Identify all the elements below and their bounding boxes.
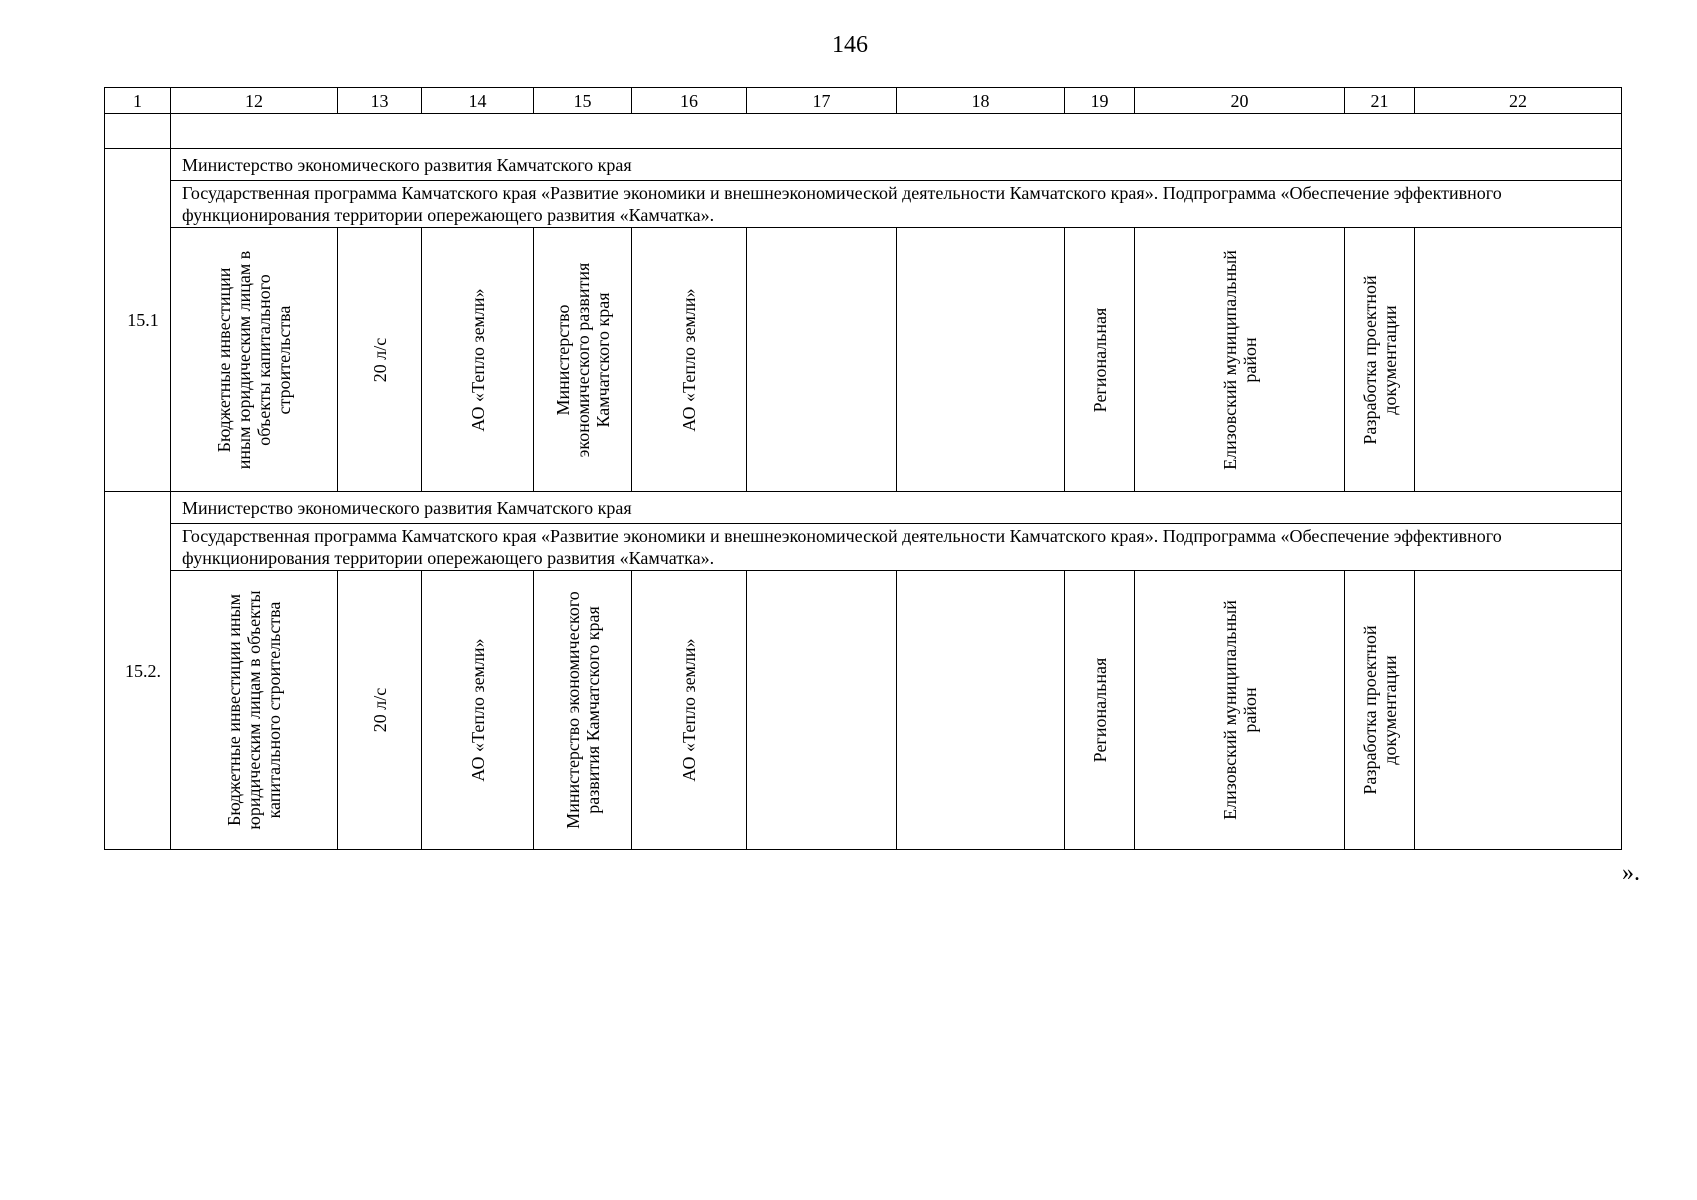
empty-cell <box>1415 571 1622 850</box>
organization-text: АО «Тепло земли» <box>467 287 488 432</box>
recipient-text: АО «Тепло земли» <box>679 287 699 432</box>
significance-cell <box>1065 228 1135 492</box>
data-table <box>104 87 1622 850</box>
column-header: 20 <box>1135 88 1345 114</box>
detail-row <box>105 228 1622 492</box>
capacity-text: 20 л/с <box>369 687 390 733</box>
capacity-cell <box>338 228 422 492</box>
district-text: Елизовский муниципальный район <box>1219 249 1260 470</box>
recipient-text: АО «Тепло земли» <box>679 638 699 782</box>
ministry-cell: Министерство экономического развития Камчатского края <box>171 149 1622 181</box>
district-cell <box>1135 571 1345 850</box>
ministry-vertical-cell <box>534 228 632 492</box>
blank-cell <box>105 114 171 149</box>
row-number: 15.2. <box>105 492 171 850</box>
row-number: 15.1 <box>105 149 171 492</box>
district-cell <box>1135 228 1345 492</box>
column-header: 19 <box>1065 88 1135 114</box>
investment-type-text: Бюджетные инвестиции иным юридическим лицам в объекты капитального строительства <box>224 590 284 830</box>
organization-text: АО «Тепло земли» <box>467 638 488 782</box>
column-header: 21 <box>1345 88 1415 114</box>
column-header: 15 <box>534 88 632 114</box>
investment-type-cell <box>171 571 338 850</box>
recipient-cell <box>632 228 747 492</box>
empty-cell <box>897 571 1065 850</box>
column-header: 16 <box>632 88 747 114</box>
investment-type-cell <box>171 228 338 492</box>
stage-cell <box>1345 228 1415 492</box>
ministry-vertical-text: Министерство экономического развития Камчатского края <box>552 262 613 457</box>
capacity-text: 20 л/с <box>369 337 390 382</box>
organization-cell <box>422 228 534 492</box>
table-row <box>105 492 1622 524</box>
empty-cell <box>1415 228 1622 492</box>
detail-row <box>105 571 1622 850</box>
district-text: Елизовский муниципальный район <box>1219 600 1260 820</box>
blank-cell <box>171 114 1622 149</box>
empty-cell <box>747 571 897 850</box>
program-cell: Государственная программа Камчатского края «Развитие экономики и внешнеэкономической деятельности Камчатского края». Подпрограмма «Обеспечение эффективного функционирования территории опережающего развития «Камчатка». <box>171 524 1622 571</box>
capacity-cell <box>338 571 422 850</box>
table-row <box>105 181 1622 228</box>
column-header: 1 <box>105 88 171 114</box>
ministry-cell: Министерство экономического развития Камчатского края <box>171 492 1622 524</box>
column-header: 12 <box>171 88 338 114</box>
significance-cell <box>1065 571 1135 850</box>
investment-type-text: Бюджетные инвестиции иным юридическим лицам в объекты капитального строительства <box>214 250 294 469</box>
ministry-vertical-cell <box>534 571 632 850</box>
significance-text: Региональная <box>1089 307 1110 412</box>
recipient-cell <box>632 571 747 850</box>
column-header: 14 <box>422 88 534 114</box>
stage-text: Разработка проектной документации <box>1359 625 1400 795</box>
page-number: 146 <box>832 32 868 58</box>
column-header-row <box>105 88 1622 114</box>
column-header: 17 <box>747 88 897 114</box>
column-header: 22 <box>1415 88 1622 114</box>
closing-quote-mark: ». <box>1622 860 1640 886</box>
significance-text: Региональная <box>1089 657 1110 763</box>
column-header: 13 <box>338 88 422 114</box>
column-header: 18 <box>897 88 1065 114</box>
stage-cell <box>1345 571 1415 850</box>
ministry-vertical-text: Министерство экономического развития Камчатского края <box>562 591 603 829</box>
table-row <box>105 524 1622 571</box>
empty-cell <box>897 228 1065 492</box>
blank-row <box>105 114 1622 149</box>
program-cell: Государственная программа Камчатского края «Развитие экономики и внешнеэкономической деятельности Камчатского края». Подпрограмма «Обеспечение эффективного функционирования территории опережающего развития «Камчатка». <box>171 181 1622 228</box>
table-row <box>105 149 1622 181</box>
stage-text: Разработка проектной документации <box>1359 274 1400 445</box>
empty-cell <box>747 228 897 492</box>
organization-cell <box>422 571 534 850</box>
